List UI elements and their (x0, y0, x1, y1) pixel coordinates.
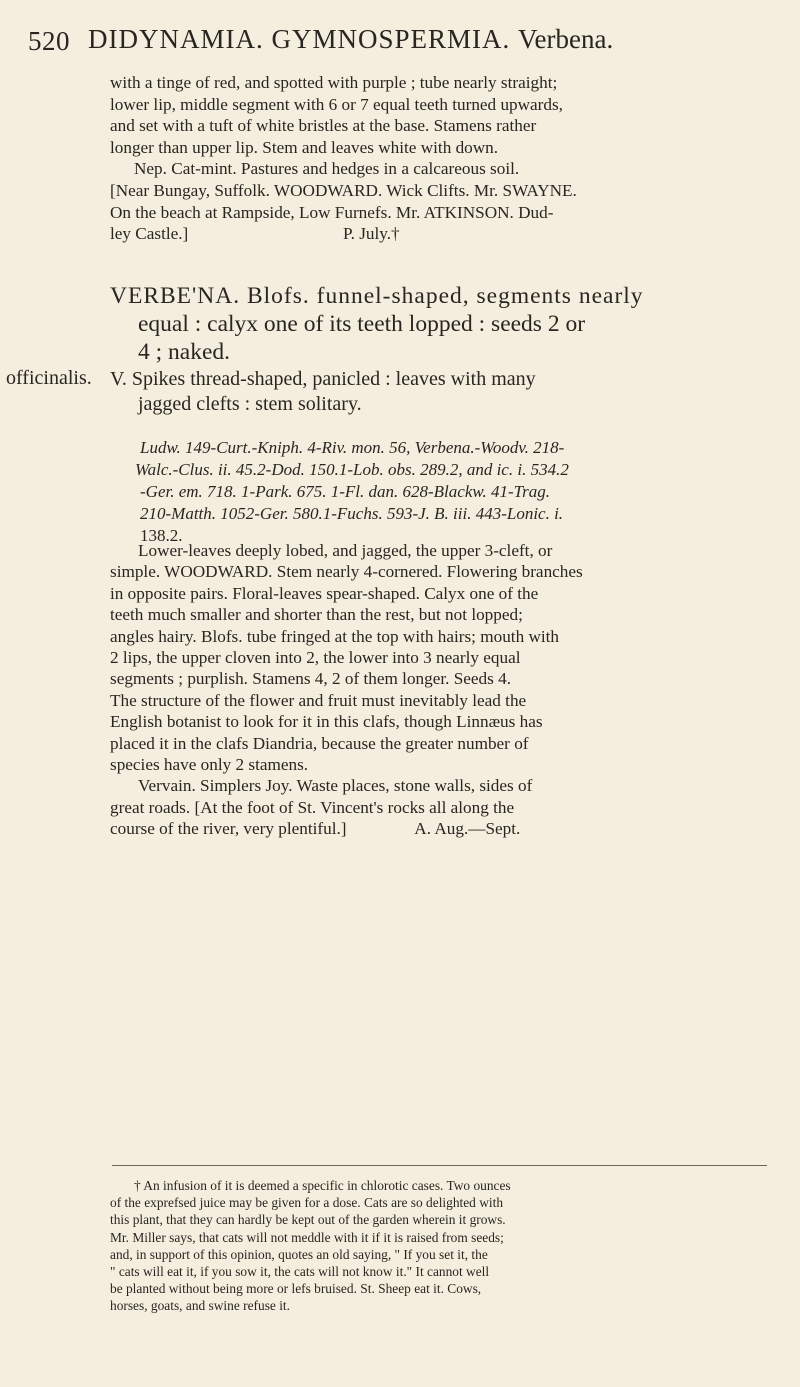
footnote-line: " cats will eat it, if you sow it, the cats will not know it." It cannot well (110, 1264, 490, 1280)
text-line: Nep. Cat-mint. Pastures and hedges in a calcareous soil. (134, 159, 520, 179)
footnote-line: and, in support of this opinion, quotes an old saying, " If you set it, the (110, 1246, 488, 1262)
reference-line: 138.2. (140, 526, 183, 545)
text-line: course of the river, very plentiful.] A. Aug.—Sept. (110, 819, 521, 839)
footnote-line: of the exprefsed juice may be given for a dose. Cats are so delighted with (110, 1195, 504, 1211)
text-line: Vervain. Simplers Joy. Waste places, stone walls, sides of (138, 776, 533, 796)
text-line: with a tinge of red, and spotted with purple ; tube nearly straight; (110, 73, 558, 92)
genus-line: equal : calyx one of its teeth lopped : seeds 2 or (138, 311, 586, 337)
preceding-entry (110, 72, 765, 245)
footnote-divider (112, 1165, 767, 1166)
text-line: great roads. [At the foot of St. Vincent's rocks all along the (110, 797, 515, 817)
footnote (110, 1177, 770, 1315)
page-number: 520 (28, 26, 70, 56)
text-line: English botanist to look for it in this clafs, though Linnæus has (110, 712, 543, 732)
footnote-line: horses, goats, and swine refuse it. (110, 1298, 290, 1314)
reference-line: -Ger. em. 718. 1-Park. 675. 1-Fl. dan. 628-Blackw. 41-Trag. (140, 482, 550, 501)
page-header (28, 24, 788, 64)
running-genus: Verbena. (518, 24, 614, 54)
reference-line: 210-Matth. 1052-Ger. 580.1-Fuchs. 593-J. B. iii. 443-Lonic. i. (140, 504, 564, 523)
species-diagnosis (110, 367, 770, 417)
text-line: [Near Bungay, Suffolk. WOODWARD. Wick Clifts. Mr. SWAYNE. (110, 180, 577, 200)
text-line: species have only 2 stamens. (110, 755, 309, 775)
text-line: simple. WOODWARD. Stem nearly 4-cornered. Flowering branches (110, 562, 583, 582)
text-line: The structure of the flower and fruit must inevitably lead the (110, 690, 527, 710)
footnote-line: Mr. Miller says, that cats will not meddle with it if it is raised from seeds; (110, 1229, 504, 1245)
text-line: 2 lips, the upper cloven into 2, the lower into 3 nearly equal (110, 648, 521, 668)
genus-line: 4 ; naked. (138, 339, 231, 365)
species-line: jagged clefts : stem solitary. (138, 393, 362, 415)
text-line: in opposite pairs. Floral-leaves spear-shaped. Calyx one of the (110, 583, 539, 603)
text-line: lower lip, middle segment with 6 or 7 equal teeth turned upwards, (110, 94, 563, 114)
text-line: placed it in the clafs Diandria, because the greater number of (110, 733, 529, 753)
references (135, 437, 770, 547)
footnote-line: † An infusion of it is deemed a specific in chlorotic cases. Two ounces (134, 1178, 511, 1193)
reference-line: Ludw. 149-Curt.-Kniph. 4-Riv. mon. 56, Verbena.-Woodv. 218- (140, 438, 565, 457)
text-line: longer than upper lip. Stem and leaves white with down. (110, 137, 499, 157)
genus-heading (110, 282, 770, 366)
species-description (110, 540, 770, 840)
footnote-line: be planted without being more or lefs bruised. St. Sheep eat it. Cows, (110, 1281, 482, 1297)
running-title: DIDYNAMIA. GYMNOSPERMIA. Verbena. (88, 24, 614, 54)
text-line: and set with a tuft of white bristles at the base. Stamens rather (110, 116, 537, 136)
text-line: teeth much smaller and shorter than the rest, but not lopped; (110, 605, 523, 625)
species-margin-name: officinalis. (6, 367, 92, 389)
text-line: segments ; purplish. Stamens 4, 2 of them longer. Seeds 4. (110, 669, 512, 689)
text-line: ley Castle.] P. July.† (110, 224, 400, 244)
text-line: angles hairy. Blofs. tube fringed at the top with hairs; mouth with (110, 626, 560, 646)
species-line: V. Spikes thread-shaped, panicled : leaves with many (110, 368, 536, 390)
text-line: Lower-leaves deeply lobed, and jagged, the upper 3-cleft, or (138, 541, 553, 560)
genus-line: VERBE'NA. Blofs. funnel-shaped, segments nearly (110, 283, 644, 309)
reference-line: Walc.-Clus. ii. 45.2-Dod. 150.1-Lob. obs. 289.2, and ic. i. 534.2 (135, 460, 569, 479)
footnote-line: this plant, that they can hardly be kept out of the garden wherein it grows. (110, 1212, 506, 1228)
text-line: On the beach at Rampside, Low Furnefs. Mr. ATKINSON. Dud- (110, 202, 554, 222)
